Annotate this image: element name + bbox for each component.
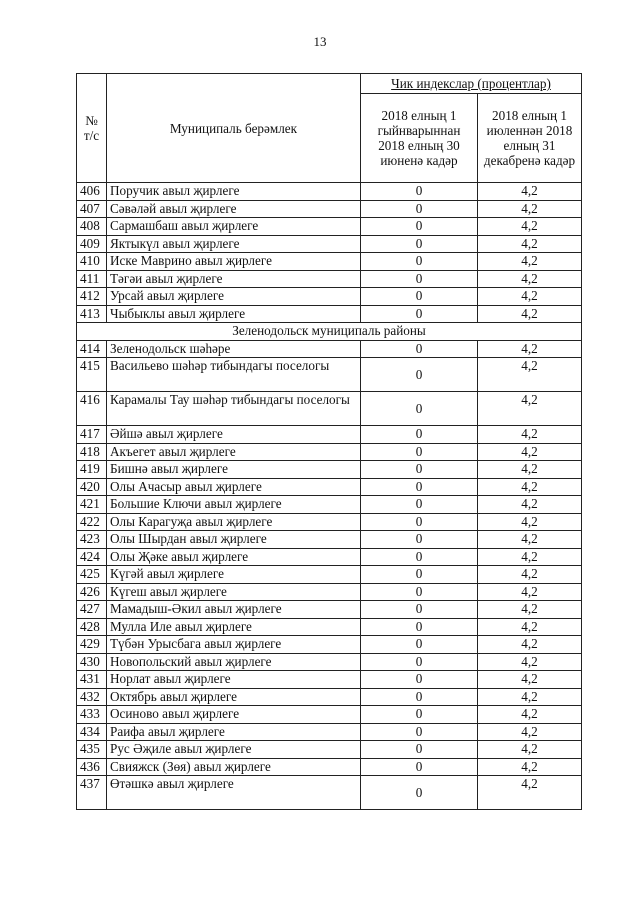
- row-value-second-half: 4,2: [478, 776, 582, 810]
- row-municipality: Сармашбаш авыл җирлеге: [107, 218, 361, 236]
- row-value-second-half: 4,2: [478, 566, 582, 584]
- table-row: [77, 741, 582, 759]
- row-municipality: Акъегет авыл җирлеге: [107, 443, 361, 461]
- row-value-first-half: 0: [361, 358, 478, 392]
- row-value-second-half: 4,2: [478, 741, 582, 759]
- row-value-second-half: 4,2: [478, 358, 582, 392]
- row-number: 410: [77, 253, 107, 271]
- table-row: [77, 183, 582, 201]
- row-value-first-half: 0: [361, 183, 478, 201]
- header-number: № т/с: [77, 74, 107, 183]
- row-value-second-half: 4,2: [478, 671, 582, 689]
- row-municipality: Күгеш авыл җирлеге: [107, 583, 361, 601]
- row-value-second-half: 4,2: [478, 478, 582, 496]
- table-row: [77, 776, 582, 810]
- row-value-first-half: 0: [361, 513, 478, 531]
- row-value-first-half: 0: [361, 601, 478, 619]
- table-row: [77, 358, 582, 392]
- row-value-second-half: 4,2: [478, 496, 582, 514]
- row-municipality: Поручик авыл җирлеге: [107, 183, 361, 201]
- header-limit-indexes-text: Чик индекслар (процентлар): [391, 76, 551, 91]
- row-value-first-half: 0: [361, 288, 478, 306]
- row-value-second-half: 4,2: [478, 426, 582, 444]
- row-number: 429: [77, 636, 107, 654]
- row-number: 422: [77, 513, 107, 531]
- table-row: [77, 235, 582, 253]
- row-value-second-half: 4,2: [478, 531, 582, 549]
- row-municipality: Яктыкүл авыл җирлеге: [107, 235, 361, 253]
- row-value-first-half: 0: [361, 253, 478, 271]
- row-value-first-half: 0: [361, 270, 478, 288]
- row-number: 424: [77, 548, 107, 566]
- table-row: [77, 583, 582, 601]
- row-value-second-half: 4,2: [478, 653, 582, 671]
- row-municipality: Большие Ключи авыл җирлеге: [107, 496, 361, 514]
- row-number: 430: [77, 653, 107, 671]
- row-value-second-half: 4,2: [478, 218, 582, 236]
- row-number: 419: [77, 461, 107, 479]
- row-municipality: Сәвәләй авыл җирлеге: [107, 200, 361, 218]
- row-municipality: Рус Әҗиле авыл җирлеге: [107, 741, 361, 759]
- row-municipality: Новопольский авыл җирлеге: [107, 653, 361, 671]
- row-value-first-half: 0: [361, 566, 478, 584]
- row-number: 420: [77, 478, 107, 496]
- row-municipality: Зеленодольск шәһәре: [107, 340, 361, 358]
- table-row: [77, 758, 582, 776]
- row-value-first-half: 0: [361, 235, 478, 253]
- table-row: [77, 636, 582, 654]
- row-number: 436: [77, 758, 107, 776]
- row-value-second-half: 4,2: [478, 270, 582, 288]
- row-municipality: Олы Ачасыр авыл җирлеге: [107, 478, 361, 496]
- table-row: [77, 618, 582, 636]
- row-number: 406: [77, 183, 107, 201]
- row-number: 435: [77, 741, 107, 759]
- table-row: [77, 392, 582, 426]
- row-value-first-half: 0: [361, 776, 478, 810]
- table-row: [77, 288, 582, 306]
- row-value-second-half: 4,2: [478, 340, 582, 358]
- row-value-first-half: 0: [361, 531, 478, 549]
- row-municipality: Әйшә авыл җирлеге: [107, 426, 361, 444]
- row-number: 411: [77, 270, 107, 288]
- row-municipality: Түбән Урысбага авыл җирлеге: [107, 636, 361, 654]
- table-row: [77, 426, 582, 444]
- table-row: [77, 566, 582, 584]
- table-header: [77, 74, 582, 183]
- table-row: [77, 200, 582, 218]
- row-value-second-half: 4,2: [478, 392, 582, 426]
- row-value-second-half: 4,2: [478, 758, 582, 776]
- row-value-first-half: 0: [361, 618, 478, 636]
- row-value-first-half: 0: [361, 741, 478, 759]
- row-municipality: Күгәй авыл җирлеге: [107, 566, 361, 584]
- row-municipality: Свияжск (Зөя) авыл җирлеге: [107, 758, 361, 776]
- row-value-first-half: 0: [361, 218, 478, 236]
- row-value-second-half: 4,2: [478, 601, 582, 619]
- page-number: 13: [313, 34, 327, 49]
- row-value-second-half: 4,2: [478, 548, 582, 566]
- row-value-second-half: 4,2: [478, 183, 582, 201]
- table-body-group-b: [77, 340, 582, 810]
- row-value-second-half: 4,2: [478, 706, 582, 724]
- row-number: 423: [77, 531, 107, 549]
- limit-index-table: [76, 73, 582, 810]
- row-municipality: Норлат авыл җирлеге: [107, 671, 361, 689]
- row-municipality: Чыбыклы авыл җирлеге: [107, 305, 361, 323]
- row-municipality: Олы Шырдан авыл җирлеге: [107, 531, 361, 549]
- table-row: [77, 706, 582, 724]
- row-municipality: Мамадыш-Әкил авыл җирлеге: [107, 601, 361, 619]
- row-number: 418: [77, 443, 107, 461]
- row-number: 414: [77, 340, 107, 358]
- row-number: 412: [77, 288, 107, 306]
- row-municipality: Октябрь авыл җирлеге: [107, 688, 361, 706]
- row-number: 415: [77, 358, 107, 392]
- table-row: [77, 340, 582, 358]
- row-number: 432: [77, 688, 107, 706]
- row-value-second-half: 4,2: [478, 235, 582, 253]
- section-row: [77, 323, 582, 341]
- row-value-second-half: 4,2: [478, 305, 582, 323]
- table-row: [77, 218, 582, 236]
- table-row: [77, 478, 582, 496]
- row-value-first-half: 0: [361, 548, 478, 566]
- row-value-first-half: 0: [361, 758, 478, 776]
- table-row: [77, 671, 582, 689]
- row-value-first-half: 0: [361, 636, 478, 654]
- row-value-first-half: 0: [361, 653, 478, 671]
- row-municipality: Өтәшкә авыл җирлеге: [107, 776, 361, 810]
- row-municipality: Мулла Иле авыл җирлеге: [107, 618, 361, 636]
- row-municipality: Урсай авыл җирлеге: [107, 288, 361, 306]
- table-row: [77, 723, 582, 741]
- table-row: [77, 548, 582, 566]
- row-municipality: Карамалы Тау шәһәр тибындагы поселогы: [107, 392, 361, 426]
- table-row: [77, 305, 582, 323]
- row-value-first-half: 0: [361, 478, 478, 496]
- row-municipality: Бишнә авыл җирлеге: [107, 461, 361, 479]
- row-value-first-half: 0: [361, 200, 478, 218]
- row-value-second-half: 4,2: [478, 583, 582, 601]
- header-limit-indexes: [361, 74, 582, 94]
- row-value-first-half: 0: [361, 305, 478, 323]
- section-title: Зеленодольск муниципаль районы: [77, 323, 582, 341]
- row-value-second-half: 4,2: [478, 723, 582, 741]
- row-number: 427: [77, 601, 107, 619]
- row-value-first-half: 0: [361, 723, 478, 741]
- row-value-first-half: 0: [361, 706, 478, 724]
- table-row: [77, 653, 582, 671]
- row-value-second-half: 4,2: [478, 461, 582, 479]
- table-row: [77, 461, 582, 479]
- table-row: [77, 270, 582, 288]
- row-value-second-half: 4,2: [478, 253, 582, 271]
- row-value-second-half: 4,2: [478, 636, 582, 654]
- row-value-first-half: 0: [361, 340, 478, 358]
- table-row: [77, 443, 582, 461]
- row-municipality: Иске Маврино авыл җирлеге: [107, 253, 361, 271]
- row-value-second-half: 4,2: [478, 443, 582, 461]
- row-value-first-half: 0: [361, 392, 478, 426]
- row-value-second-half: 4,2: [478, 200, 582, 218]
- row-number: 431: [77, 671, 107, 689]
- row-municipality: Васильево шәһәр тибындагы поселогы: [107, 358, 361, 392]
- table-row: [77, 253, 582, 271]
- row-municipality: Тәгәи авыл җирлеге: [107, 270, 361, 288]
- table-body-group-a: [77, 183, 582, 323]
- header-period-first-half: 2018 елның 1 гыйнварыннан 2018 елның 30 июненә кадәр: [361, 94, 478, 183]
- table-row: [77, 688, 582, 706]
- row-number: 417: [77, 426, 107, 444]
- row-value-first-half: 0: [361, 426, 478, 444]
- row-municipality: Осиново авыл җирлеге: [107, 706, 361, 724]
- row-municipality: Раифа авыл җирлеге: [107, 723, 361, 741]
- row-number: 408: [77, 218, 107, 236]
- row-value-first-half: 0: [361, 461, 478, 479]
- header-municipality: Муниципаль берәмлек: [107, 74, 361, 183]
- header-period-second-half: 2018 елның 1 июленнән 2018 елның 31 декабренә кадәр: [478, 94, 582, 183]
- table-row: [77, 496, 582, 514]
- row-value-second-half: 4,2: [478, 618, 582, 636]
- row-number: 433: [77, 706, 107, 724]
- row-number: 434: [77, 723, 107, 741]
- row-number: 437: [77, 776, 107, 810]
- table-row: [77, 513, 582, 531]
- section-row-group: [77, 323, 582, 341]
- row-value-second-half: 4,2: [478, 288, 582, 306]
- row-municipality: Олы Җәке авыл җирлеге: [107, 548, 361, 566]
- row-value-first-half: 0: [361, 671, 478, 689]
- row-number: 409: [77, 235, 107, 253]
- table-row: [77, 531, 582, 549]
- row-value-second-half: 4,2: [478, 688, 582, 706]
- row-number: 421: [77, 496, 107, 514]
- row-number: 426: [77, 583, 107, 601]
- row-number: 413: [77, 305, 107, 323]
- row-value-first-half: 0: [361, 443, 478, 461]
- row-number: 407: [77, 200, 107, 218]
- table-row: [77, 601, 582, 619]
- row-value-second-half: 4,2: [478, 513, 582, 531]
- row-number: 416: [77, 392, 107, 426]
- row-value-first-half: 0: [361, 583, 478, 601]
- row-value-first-half: 0: [361, 496, 478, 514]
- row-number: 428: [77, 618, 107, 636]
- row-municipality: Олы Карагуҗа авыл җирлеге: [107, 513, 361, 531]
- row-number: 425: [77, 566, 107, 584]
- row-value-first-half: 0: [361, 688, 478, 706]
